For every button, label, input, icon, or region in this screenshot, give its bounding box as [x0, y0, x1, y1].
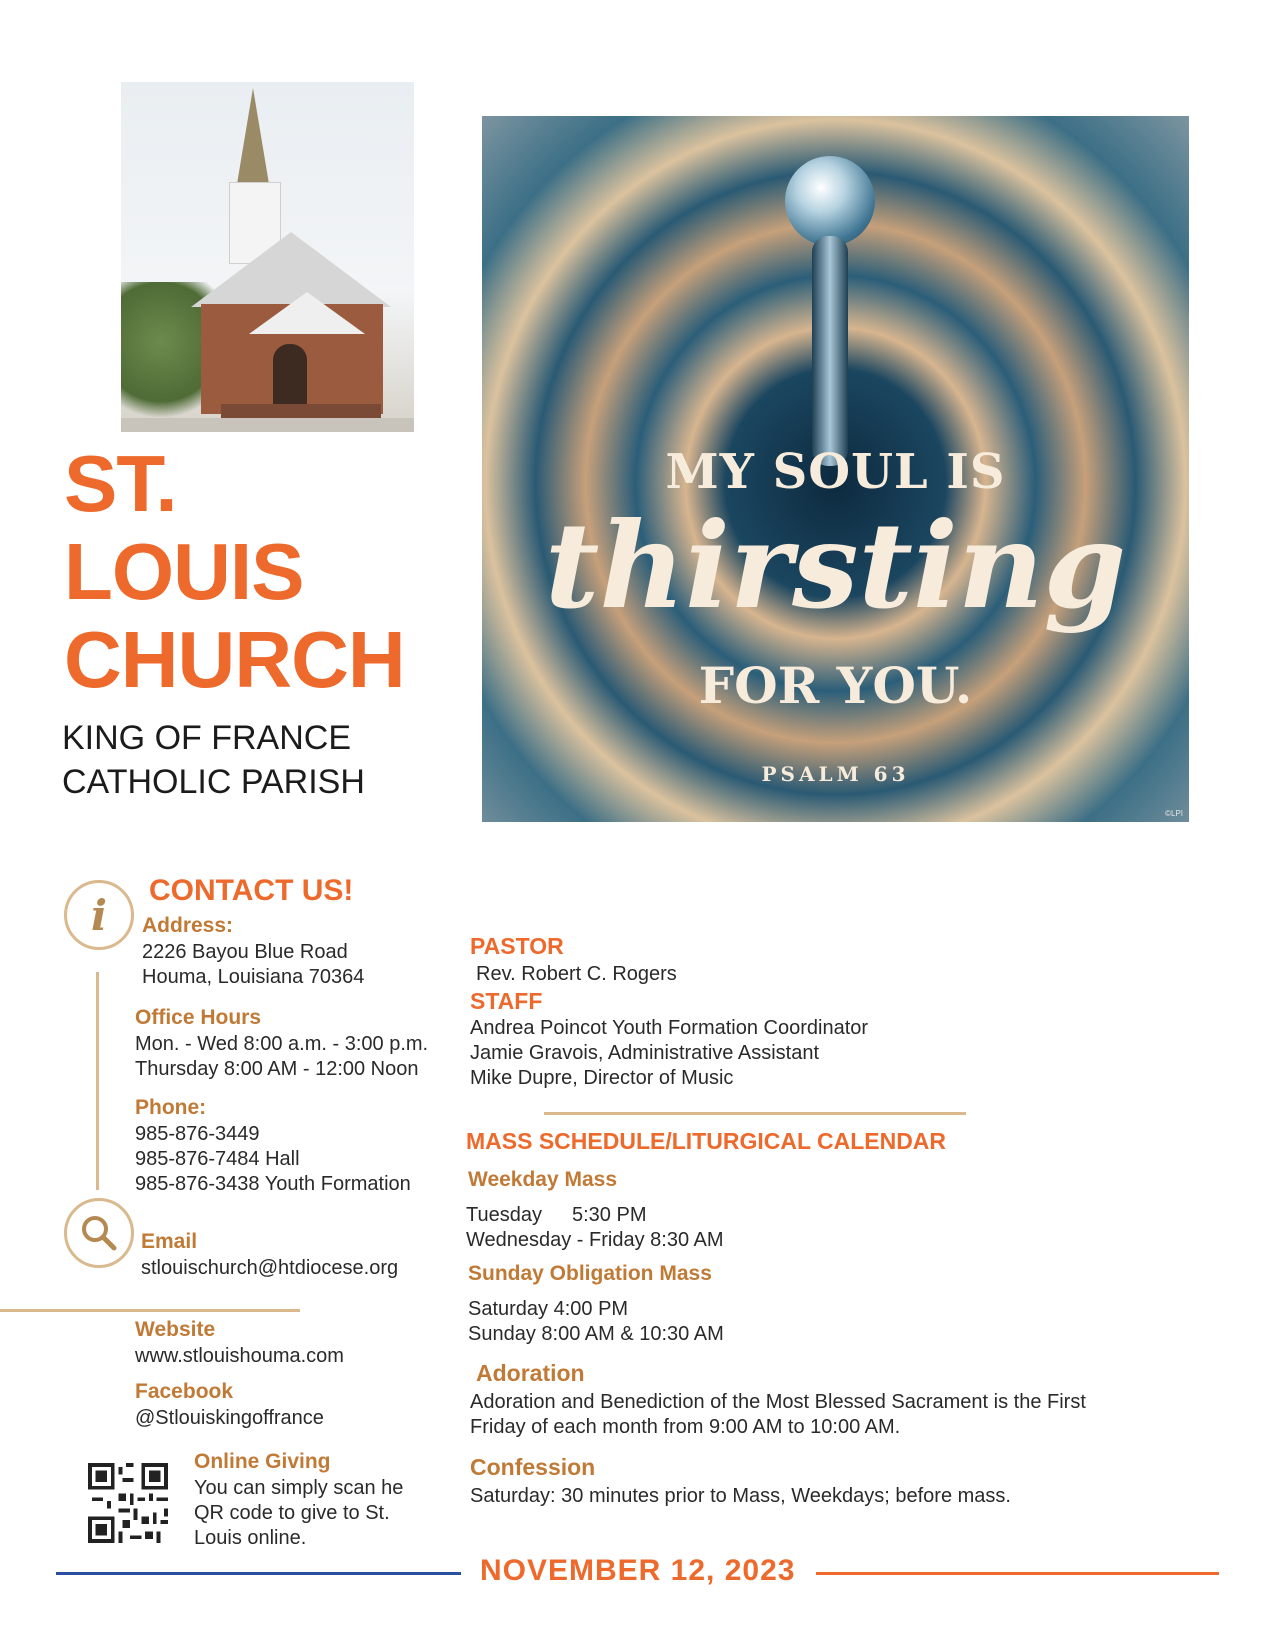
office-hours-line1: Mon. - Wed 8:00 a.m. - 3:00 p.m. [135, 1033, 429, 1055]
qr-code[interactable] [88, 1463, 168, 1543]
sunday-mass-label: Sunday Obligation Mass [468, 1262, 712, 1285]
phone-line1: 985-876-3449 [135, 1123, 260, 1145]
online-giving-label: Online Giving [194, 1450, 331, 1473]
weekday-mass-label: Weekday Mass [468, 1168, 618, 1191]
psalm-image [482, 116, 1189, 822]
office-hours-line2: Thursday 8:00 AM - 12:00 Noon [135, 1058, 419, 1080]
info-icon: i [64, 880, 134, 950]
staff-line2: Jamie Gravois, Administrative Assistant [470, 1042, 820, 1064]
divider-vertical [96, 972, 99, 1190]
address-line2: Houma, Louisiana 70364 [142, 966, 365, 988]
sunday-line2: Sunday 8:00 AM & 10:30 AM [468, 1323, 724, 1345]
mass-schedule-heading: MASS SCHEDULE/LITURGICAL CALENDAR [466, 1128, 947, 1154]
weekday-line1-day: Tuesday [466, 1204, 542, 1226]
phone-label: Phone: [135, 1096, 207, 1119]
address-label: Address: [142, 914, 234, 937]
subtitle-line2: CATHOLIC PARISH [62, 763, 365, 801]
title-line3: CHURCH [64, 615, 405, 704]
image-text-line1: MY SOUL IS [665, 444, 1006, 500]
image-text-line3: FOR YOU. [698, 656, 973, 715]
email-label: Email [141, 1230, 198, 1253]
search-icon [64, 1198, 134, 1268]
online-giving-line2: QR code to give to St. [194, 1502, 390, 1524]
weekday-line1-time: 5:30 PM [572, 1204, 647, 1226]
facebook-label: Facebook [135, 1380, 234, 1403]
website-label: Website [135, 1318, 216, 1341]
divider-left [0, 1309, 300, 1312]
contact-heading: CONTACT US! [149, 874, 354, 907]
staff-line3: Mike Dupre, Director of Music [470, 1067, 734, 1089]
divider-right [544, 1112, 966, 1115]
online-giving-line1: You can simply scan he [194, 1477, 404, 1499]
adoration-line1: Adoration and Benediction of the Most Blessed Sacrament is the First [470, 1391, 1086, 1413]
website-link[interactable]: www.stlouishouma.com [135, 1345, 344, 1367]
footer-line-right [816, 1572, 1219, 1575]
pastor-name: Rev. Robert C. Rogers [476, 963, 677, 985]
church-photo [121, 82, 414, 432]
confession-label: Confession [470, 1454, 596, 1480]
pastor-heading: PASTOR [470, 933, 564, 959]
footer-line-left [56, 1572, 461, 1575]
title-line2: LOUIS [64, 527, 304, 616]
phone-line3: 985-876-3438 Youth Formation [135, 1173, 411, 1195]
email-link[interactable]: stlouischurch@htdiocese.org [141, 1257, 399, 1279]
address-line1: 2226 Bayou Blue Road [142, 941, 348, 963]
bulletin-date: NOVEMBER 12, 2023 [480, 1554, 796, 1587]
facebook-link[interactable]: @Stlouiskingoffrance [135, 1407, 324, 1429]
subtitle-line1: KING OF FRANCE [62, 719, 352, 757]
confession-line1: Saturday: 30 minutes prior to Mass, Weekdays; before mass. [470, 1485, 1011, 1507]
office-hours-label: Office Hours [135, 1006, 262, 1029]
staff-line1: Andrea Poincot Youth Formation Coordinator [470, 1017, 869, 1039]
staff-heading: STAFF [470, 988, 543, 1014]
weekday-line2: Wednesday - Friday 8:30 AM [466, 1229, 724, 1251]
image-text-line2: thirsting [544, 496, 1127, 635]
adoration-label: Adoration [476, 1360, 585, 1386]
image-credit: ©LPI [1165, 809, 1183, 818]
adoration-line2: Friday of each month from 9:00 AM to 10:00 AM. [470, 1416, 901, 1438]
image-text-psalm: PSALM 63 [761, 762, 910, 786]
title-line1: ST. [64, 439, 177, 528]
sunday-line1: Saturday 4:00 PM [468, 1298, 629, 1320]
online-giving-line3: Louis online. [194, 1527, 307, 1549]
phone-line2: 985-876-7484 Hall [135, 1148, 300, 1170]
